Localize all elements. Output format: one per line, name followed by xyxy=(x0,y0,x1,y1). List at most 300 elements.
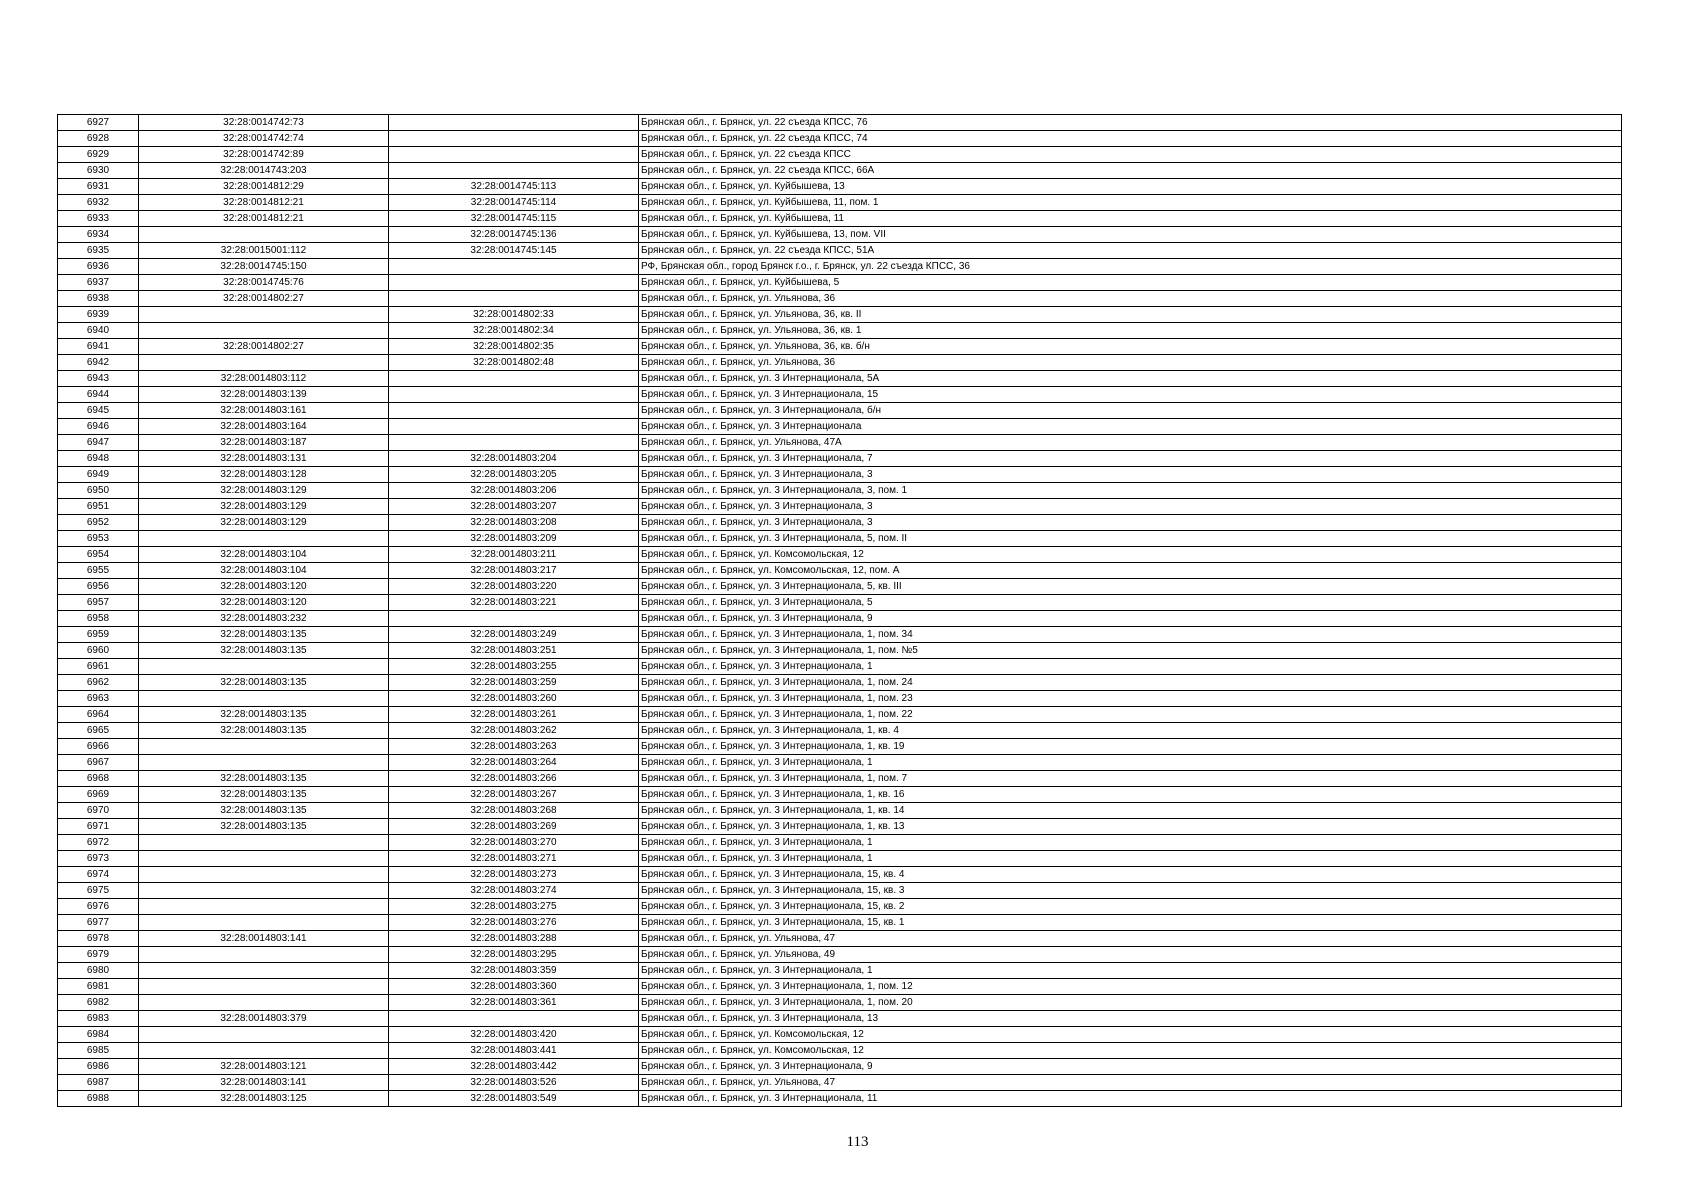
row-number-cell: 6961 xyxy=(58,659,139,675)
land-cadastral-number-cell xyxy=(139,947,389,963)
table-row xyxy=(58,851,1622,867)
row-number-cell: 6985 xyxy=(58,1043,139,1059)
row-number-cell: 6935 xyxy=(58,243,139,259)
row-number-cell: 6976 xyxy=(58,899,139,915)
address-cell: Брянская обл., г. Брянск, ул. 3 Интернационала, 1 xyxy=(639,755,1622,771)
land-cadastral-number-cell xyxy=(139,851,389,867)
row-number-cell: 6944 xyxy=(58,387,139,403)
address-cell: Брянская обл., г. Брянск, ул. Комсомольская, 12 xyxy=(639,1027,1622,1043)
building-cadastral-number-cell: 32:28:0014803:220 xyxy=(389,579,639,595)
table-row xyxy=(58,1091,1622,1107)
table-row xyxy=(58,915,1622,931)
building-cadastral-number-cell xyxy=(389,1011,639,1027)
address-cell: Брянская обл., г. Брянск, ул. Комсомольская, 12 xyxy=(639,1043,1622,1059)
table-row xyxy=(58,307,1622,323)
building-cadastral-number-cell: 32:28:0014802:35 xyxy=(389,339,639,355)
table-row xyxy=(58,1059,1622,1075)
address-cell: Брянская обл., г. Брянск, ул. 3 Интернационала, 15, кв. 3 xyxy=(639,883,1622,899)
building-cadastral-number-cell xyxy=(389,163,639,179)
table-row xyxy=(58,211,1622,227)
row-number-cell: 6965 xyxy=(58,723,139,739)
row-number-cell: 6931 xyxy=(58,179,139,195)
row-number-cell: 6939 xyxy=(58,307,139,323)
address-cell: Брянская обл., г. Брянск, ул. Ульянова, 36, кв. б/н xyxy=(639,339,1622,355)
table-row xyxy=(58,291,1622,307)
address-cell: Брянская обл., г. Брянск, ул. 3 Интернационала, б/н xyxy=(639,403,1622,419)
table-row xyxy=(58,931,1622,947)
table-row xyxy=(58,627,1622,643)
land-cadastral-number-cell xyxy=(139,355,389,371)
land-cadastral-number-cell: 32:28:0014802:27 xyxy=(139,339,389,355)
address-cell: Брянская обл., г. Брянск, ул. 3 Интернационала, 7 xyxy=(639,451,1622,467)
building-cadastral-number-cell xyxy=(389,147,639,163)
address-cell: Брянская обл., г. Брянск, ул. Комсомольская, 12, пом. А xyxy=(639,563,1622,579)
row-number-cell: 6963 xyxy=(58,691,139,707)
address-cell: Брянская обл., г. Брянск, ул. 3 Интернационала, 1, пом. 12 xyxy=(639,979,1622,995)
address-cell: Брянская обл., г. Брянск, ул. 3 Интернационала, 1, кв. 16 xyxy=(639,787,1622,803)
land-cadastral-number-cell: 32:28:0014803:135 xyxy=(139,803,389,819)
building-cadastral-number-cell xyxy=(389,131,639,147)
address-cell: Брянская обл., г. Брянск, ул. Куйбышева, 13 xyxy=(639,179,1622,195)
land-cadastral-number-cell xyxy=(139,531,389,547)
building-cadastral-number-cell xyxy=(389,435,639,451)
address-cell: Брянская обл., г. Брянск, ул. 3 Интернационала, 15, кв. 2 xyxy=(639,899,1622,915)
row-number-cell: 6956 xyxy=(58,579,139,595)
address-cell: Брянская обл., г. Брянск, ул. Ульянова, 47А xyxy=(639,435,1622,451)
building-cadastral-number-cell: 32:28:0014803:251 xyxy=(389,643,639,659)
address-cell: Брянская обл., г. Брянск, ул. Куйбышева, 13, пом. VII xyxy=(639,227,1622,243)
building-cadastral-number-cell: 32:28:0014803:221 xyxy=(389,595,639,611)
address-cell: Брянская обл., г. Брянск, ул. 22 съезда КПСС, 76 xyxy=(639,115,1622,131)
row-number-cell: 6972 xyxy=(58,835,139,851)
land-cadastral-number-cell: 32:28:0014742:73 xyxy=(139,115,389,131)
building-cadastral-number-cell: 32:28:0014803:270 xyxy=(389,835,639,851)
row-number-cell: 6974 xyxy=(58,867,139,883)
building-cadastral-number-cell: 32:28:0014803:274 xyxy=(389,883,639,899)
table-row xyxy=(58,499,1622,515)
table-row xyxy=(58,339,1622,355)
address-cell: Брянская обл., г. Брянск, ул. Ульянова, 47 xyxy=(639,931,1622,947)
land-cadastral-number-cell xyxy=(139,867,389,883)
building-cadastral-number-cell: 32:28:0014803:217 xyxy=(389,563,639,579)
building-cadastral-number-cell: 32:28:0014803:255 xyxy=(389,659,639,675)
building-cadastral-number-cell: 32:28:0014803:204 xyxy=(389,451,639,467)
land-cadastral-number-cell: 32:28:0014742:89 xyxy=(139,147,389,163)
building-cadastral-number-cell xyxy=(389,291,639,307)
registry-table-body xyxy=(58,115,1622,1107)
table-row xyxy=(58,195,1622,211)
building-cadastral-number-cell: 32:28:0014803:211 xyxy=(389,547,639,563)
building-cadastral-number-cell: 32:28:0014803:207 xyxy=(389,499,639,515)
address-cell: Брянская обл., г. Брянск, ул. 3 Интернационала, 1 xyxy=(639,851,1622,867)
land-cadastral-number-cell xyxy=(139,899,389,915)
building-cadastral-number-cell: 32:28:0014803:260 xyxy=(389,691,639,707)
land-cadastral-number-cell xyxy=(139,1043,389,1059)
table-row xyxy=(58,947,1622,963)
table-row xyxy=(58,547,1622,563)
land-cadastral-number-cell: 32:28:0014803:135 xyxy=(139,643,389,659)
row-number-cell: 6987 xyxy=(58,1075,139,1091)
table-row xyxy=(58,147,1622,163)
table-row xyxy=(58,387,1622,403)
table-row xyxy=(58,563,1622,579)
land-cadastral-number-cell: 32:28:0014803:161 xyxy=(139,403,389,419)
table-row xyxy=(58,515,1622,531)
land-cadastral-number-cell: 32:28:0014803:125 xyxy=(139,1091,389,1107)
row-number-cell: 6940 xyxy=(58,323,139,339)
land-cadastral-number-cell xyxy=(139,659,389,675)
address-cell: Брянская обл., г. Брянск, ул. 3 Интернационала xyxy=(639,419,1622,435)
building-cadastral-number-cell xyxy=(389,419,639,435)
building-cadastral-number-cell: 32:28:0014803:208 xyxy=(389,515,639,531)
land-cadastral-number-cell: 32:28:0014803:129 xyxy=(139,483,389,499)
building-cadastral-number-cell: 32:28:0014803:361 xyxy=(389,995,639,1011)
table-row xyxy=(58,883,1622,899)
address-cell: Брянская обл., г. Брянск, ул. 3 Интернационала, 5, пом. II xyxy=(639,531,1622,547)
table-row xyxy=(58,835,1622,851)
row-number-cell: 6978 xyxy=(58,931,139,947)
table-row xyxy=(58,691,1622,707)
document-sheet xyxy=(57,114,1621,1107)
row-number-cell: 6973 xyxy=(58,851,139,867)
building-cadastral-number-cell: 32:28:0014803:205 xyxy=(389,467,639,483)
table-row xyxy=(58,355,1622,371)
land-cadastral-number-cell: 32:28:0014803:120 xyxy=(139,595,389,611)
building-cadastral-number-cell: 32:28:0014803:266 xyxy=(389,771,639,787)
address-cell: Брянская обл., г. Брянск, ул. 3 Интернационала, 9 xyxy=(639,1059,1622,1075)
address-cell: РФ, Брянская обл., город Брянск г.о., г. Брянск, ул. 22 съезда КПСС, 36 xyxy=(639,259,1622,275)
row-number-cell: 6953 xyxy=(58,531,139,547)
land-cadastral-number-cell: 32:28:0014803:141 xyxy=(139,931,389,947)
land-cadastral-number-cell: 32:28:0014803:139 xyxy=(139,387,389,403)
row-number-cell: 6957 xyxy=(58,595,139,611)
table-row xyxy=(58,675,1622,691)
table-row xyxy=(58,131,1622,147)
page-number: 113 xyxy=(846,1134,869,1150)
table-row xyxy=(58,371,1622,387)
land-cadastral-number-cell: 32:28:0014802:27 xyxy=(139,291,389,307)
row-number-cell: 6955 xyxy=(58,563,139,579)
address-cell: Брянская обл., г. Брянск, ул. 3 Интернационала, 1 xyxy=(639,963,1622,979)
building-cadastral-number-cell: 32:28:0014803:420 xyxy=(389,1027,639,1043)
row-number-cell: 6962 xyxy=(58,675,139,691)
land-cadastral-number-cell: 32:28:0014803:187 xyxy=(139,435,389,451)
table-row xyxy=(58,179,1622,195)
land-cadastral-number-cell: 32:28:0014803:135 xyxy=(139,627,389,643)
land-cadastral-number-cell xyxy=(139,979,389,995)
address-cell: Брянская обл., г. Брянск, ул. 3 Интернационала, 1, пом. №5 xyxy=(639,643,1622,659)
table-row xyxy=(58,643,1622,659)
row-number-cell: 6936 xyxy=(58,259,139,275)
address-cell: Брянская обл., г. Брянск, ул. 3 Интернационала, 3 xyxy=(639,467,1622,483)
address-cell: Брянская обл., г. Брянск, ул. 3 Интернационала, 1, пом. 22 xyxy=(639,707,1622,723)
address-cell: Брянская обл., г. Брянск, ул. 3 Интернационала, 15 xyxy=(639,387,1622,403)
table-row xyxy=(58,867,1622,883)
address-cell: Брянская обл., г. Брянск, ул. 3 Интернационала, 1 xyxy=(639,659,1622,675)
address-cell: Брянская обл., г. Брянск, ул. 3 Интернационала, 1, кв. 4 xyxy=(639,723,1622,739)
row-number-cell: 6948 xyxy=(58,451,139,467)
building-cadastral-number-cell: 32:28:0014803:261 xyxy=(389,707,639,723)
land-cadastral-number-cell: 32:28:0014812:21 xyxy=(139,211,389,227)
table-row xyxy=(58,403,1622,419)
address-cell: Брянская обл., г. Брянск, ул. 3 Интернационала, 5 xyxy=(639,595,1622,611)
land-cadastral-number-cell xyxy=(139,995,389,1011)
building-cadastral-number-cell: 32:28:0014803:275 xyxy=(389,899,639,915)
land-cadastral-number-cell xyxy=(139,755,389,771)
row-number-cell: 6979 xyxy=(58,947,139,963)
land-cadastral-number-cell: 32:28:0014803:112 xyxy=(139,371,389,387)
row-number-cell: 6981 xyxy=(58,979,139,995)
row-number-cell: 6966 xyxy=(58,739,139,755)
land-cadastral-number-cell xyxy=(139,323,389,339)
table-row xyxy=(58,755,1622,771)
row-number-cell: 6932 xyxy=(58,195,139,211)
address-cell: Брянская обл., г. Брянск, ул. 22 съезда КПСС xyxy=(639,147,1622,163)
land-cadastral-number-cell: 32:28:0014812:21 xyxy=(139,195,389,211)
table-row xyxy=(58,899,1622,915)
table-row xyxy=(58,259,1622,275)
table-row xyxy=(58,739,1622,755)
row-number-cell: 6983 xyxy=(58,1011,139,1027)
table-row xyxy=(58,1075,1622,1091)
row-number-cell: 6970 xyxy=(58,803,139,819)
address-cell: Брянская обл., г. Брянск, ул. Ульянова, 49 xyxy=(639,947,1622,963)
building-cadastral-number-cell: 32:28:0014803:249 xyxy=(389,627,639,643)
table-row xyxy=(58,979,1622,995)
land-cadastral-number-cell: 32:28:0014803:129 xyxy=(139,515,389,531)
table-row xyxy=(58,579,1622,595)
table-row xyxy=(58,483,1622,499)
building-cadastral-number-cell: 32:28:0014802:34 xyxy=(389,323,639,339)
table-row xyxy=(58,723,1622,739)
row-number-cell: 6968 xyxy=(58,771,139,787)
building-cadastral-number-cell xyxy=(389,275,639,291)
row-number-cell: 6934 xyxy=(58,227,139,243)
row-number-cell: 6928 xyxy=(58,131,139,147)
table-row xyxy=(58,451,1622,467)
land-cadastral-number-cell: 32:28:0014803:135 xyxy=(139,675,389,691)
table-row xyxy=(58,659,1622,675)
building-cadastral-number-cell: 32:28:0014745:114 xyxy=(389,195,639,211)
address-cell: Брянская обл., г. Брянск, ул. Куйбышева, 11, пом. 1 xyxy=(639,195,1622,211)
land-cadastral-number-cell: 32:28:0014803:135 xyxy=(139,707,389,723)
building-cadastral-number-cell: 32:28:0014803:273 xyxy=(389,867,639,883)
building-cadastral-number-cell: 32:28:0014803:549 xyxy=(389,1091,639,1107)
building-cadastral-number-cell: 32:28:0014745:136 xyxy=(389,227,639,243)
row-number-cell: 6964 xyxy=(58,707,139,723)
building-cadastral-number-cell: 32:28:0014803:295 xyxy=(389,947,639,963)
row-number-cell: 6977 xyxy=(58,915,139,931)
table-row xyxy=(58,435,1622,451)
address-cell: Брянская обл., г. Брянск, ул. 3 Интернационала, 13 xyxy=(639,1011,1622,1027)
row-number-cell: 6980 xyxy=(58,963,139,979)
row-number-cell: 6943 xyxy=(58,371,139,387)
row-number-cell: 6986 xyxy=(58,1059,139,1075)
building-cadastral-number-cell: 32:28:0014745:115 xyxy=(389,211,639,227)
land-cadastral-number-cell: 32:28:0014745:76 xyxy=(139,275,389,291)
address-cell: Брянская обл., г. Брянск, ул. Ульянова, 36, кв. II xyxy=(639,307,1622,323)
building-cadastral-number-cell xyxy=(389,387,639,403)
building-cadastral-number-cell: 32:28:0014803:206 xyxy=(389,483,639,499)
building-cadastral-number-cell: 32:28:0014803:288 xyxy=(389,931,639,947)
row-number-cell: 6975 xyxy=(58,883,139,899)
building-cadastral-number-cell: 32:28:0014803:269 xyxy=(389,819,639,835)
land-cadastral-number-cell xyxy=(139,835,389,851)
table-row xyxy=(58,803,1622,819)
land-cadastral-number-cell: 32:28:0014803:121 xyxy=(139,1059,389,1075)
address-cell: Брянская обл., г. Брянск, ул. 3 Интернационала, 1, пом. 23 xyxy=(639,691,1622,707)
land-cadastral-number-cell: 32:28:0014803:135 xyxy=(139,819,389,835)
row-number-cell: 6958 xyxy=(58,611,139,627)
address-cell: Брянская обл., г. Брянск, ул. 22 съезда КПСС, 51А xyxy=(639,243,1622,259)
land-cadastral-number-cell: 32:28:0014803:135 xyxy=(139,771,389,787)
property-registry-table xyxy=(57,114,1622,1107)
address-cell: Брянская обл., г. Брянск, ул. 3 Интернационала, 3, пом. 1 xyxy=(639,483,1622,499)
row-number-cell: 6927 xyxy=(58,115,139,131)
table-row xyxy=(58,771,1622,787)
building-cadastral-number-cell: 32:28:0014802:33 xyxy=(389,307,639,323)
building-cadastral-number-cell: 32:28:0014803:264 xyxy=(389,755,639,771)
land-cadastral-number-cell xyxy=(139,307,389,323)
row-number-cell: 6959 xyxy=(58,627,139,643)
table-row xyxy=(58,243,1622,259)
address-cell: Брянская обл., г. Брянск, ул. 3 Интернационала, 1, пом. 7 xyxy=(639,771,1622,787)
row-number-cell: 6937 xyxy=(58,275,139,291)
land-cadastral-number-cell: 32:28:0014803:135 xyxy=(139,723,389,739)
table-row xyxy=(58,1027,1622,1043)
table-row xyxy=(58,227,1622,243)
row-number-cell: 6952 xyxy=(58,515,139,531)
land-cadastral-number-cell xyxy=(139,1027,389,1043)
land-cadastral-number-cell xyxy=(139,915,389,931)
building-cadastral-number-cell: 32:28:0014803:209 xyxy=(389,531,639,547)
table-row xyxy=(58,163,1622,179)
row-number-cell: 6982 xyxy=(58,995,139,1011)
building-cadastral-number-cell xyxy=(389,611,639,627)
row-number-cell: 6969 xyxy=(58,787,139,803)
building-cadastral-number-cell xyxy=(389,403,639,419)
land-cadastral-number-cell: 32:28:0014803:104 xyxy=(139,563,389,579)
building-cadastral-number-cell: 32:28:0014803:259 xyxy=(389,675,639,691)
building-cadastral-number-cell xyxy=(389,371,639,387)
row-number-cell: 6947 xyxy=(58,435,139,451)
row-number-cell: 6946 xyxy=(58,419,139,435)
land-cadastral-number-cell: 32:28:0014745:150 xyxy=(139,259,389,275)
table-row xyxy=(58,467,1622,483)
row-number-cell: 6967 xyxy=(58,755,139,771)
land-cadastral-number-cell xyxy=(139,963,389,979)
building-cadastral-number-cell xyxy=(389,115,639,131)
building-cadastral-number-cell: 32:28:0014803:268 xyxy=(389,803,639,819)
building-cadastral-number-cell xyxy=(389,259,639,275)
address-cell: Брянская обл., г. Брянск, ул. 3 Интернационала, 5А xyxy=(639,371,1622,387)
row-number-cell: 6930 xyxy=(58,163,139,179)
address-cell: Брянская обл., г. Брянск, ул. 3 Интернационала, 1, пом. 20 xyxy=(639,995,1622,1011)
table-row xyxy=(58,707,1622,723)
building-cadastral-number-cell: 32:28:0014745:113 xyxy=(389,179,639,195)
land-cadastral-number-cell: 32:28:0015001:112 xyxy=(139,243,389,259)
address-cell: Брянская обл., г. Брянск, ул. Ульянова, 36, кв. 1 xyxy=(639,323,1622,339)
table-row xyxy=(58,275,1622,291)
land-cadastral-number-cell xyxy=(139,691,389,707)
row-number-cell: 6929 xyxy=(58,147,139,163)
land-cadastral-number-cell: 32:28:0014803:164 xyxy=(139,419,389,435)
building-cadastral-number-cell: 32:28:0014803:359 xyxy=(389,963,639,979)
address-cell: Брянская обл., г. Брянск, ул. Комсомольская, 12 xyxy=(639,547,1622,563)
land-cadastral-number-cell xyxy=(139,227,389,243)
address-cell: Брянская обл., г. Брянск, ул. 3 Интернационала, 3 xyxy=(639,515,1622,531)
row-number-cell: 6942 xyxy=(58,355,139,371)
address-cell: Брянская обл., г. Брянск, ул. 3 Интернационала, 1, кв. 13 xyxy=(639,819,1622,835)
address-cell: Брянская обл., г. Брянск, ул. 22 съезда КПСС, 74 xyxy=(639,131,1622,147)
building-cadastral-number-cell: 32:28:0014802:48 xyxy=(389,355,639,371)
building-cadastral-number-cell: 32:28:0014803:271 xyxy=(389,851,639,867)
building-cadastral-number-cell: 32:28:0014803:442 xyxy=(389,1059,639,1075)
row-number-cell: 6950 xyxy=(58,483,139,499)
building-cadastral-number-cell: 32:28:0014803:267 xyxy=(389,787,639,803)
building-cadastral-number-cell: 32:28:0014803:441 xyxy=(389,1043,639,1059)
row-number-cell: 6988 xyxy=(58,1091,139,1107)
land-cadastral-number-cell xyxy=(139,883,389,899)
row-number-cell: 6941 xyxy=(58,339,139,355)
address-cell: Брянская обл., г. Брянск, ул. 3 Интернационала, 9 xyxy=(639,611,1622,627)
land-cadastral-number-cell: 32:28:0014803:131 xyxy=(139,451,389,467)
land-cadastral-number-cell: 32:28:0014812:29 xyxy=(139,179,389,195)
table-row xyxy=(58,419,1622,435)
building-cadastral-number-cell: 32:28:0014803:262 xyxy=(389,723,639,739)
address-cell: Брянская обл., г. Брянск, ул. 3 Интернационала, 1, пом. 24 xyxy=(639,675,1622,691)
land-cadastral-number-cell: 32:28:0014803:232 xyxy=(139,611,389,627)
row-number-cell: 6949 xyxy=(58,467,139,483)
land-cadastral-number-cell: 32:28:0014803:379 xyxy=(139,1011,389,1027)
table-row xyxy=(58,787,1622,803)
address-cell: Брянская обл., г. Брянск, ул. 3 Интернационала, 15, кв. 4 xyxy=(639,867,1622,883)
address-cell: Брянская обл., г. Брянск, ул. 22 съезда КПСС, 66А xyxy=(639,163,1622,179)
address-cell: Брянская обл., г. Брянск, ул. 3 Интернационала, 3 xyxy=(639,499,1622,515)
land-cadastral-number-cell: 32:28:0014803:104 xyxy=(139,547,389,563)
address-cell: Брянская обл., г. Брянск, ул. 3 Интернационала, 1, кв. 19 xyxy=(639,739,1622,755)
address-cell: Брянская обл., г. Брянск, ул. Куйбышева, 11 xyxy=(639,211,1622,227)
land-cadastral-number-cell: 32:28:0014743:203 xyxy=(139,163,389,179)
row-number-cell: 6938 xyxy=(58,291,139,307)
row-number-cell: 6945 xyxy=(58,403,139,419)
address-cell: Брянская обл., г. Брянск, ул. 3 Интернационала, 5, кв. III xyxy=(639,579,1622,595)
land-cadastral-number-cell: 32:28:0014803:120 xyxy=(139,579,389,595)
land-cadastral-number-cell: 32:28:0014742:74 xyxy=(139,131,389,147)
row-number-cell: 6960 xyxy=(58,643,139,659)
building-cadastral-number-cell: 32:28:0014803:360 xyxy=(389,979,639,995)
row-number-cell: 6951 xyxy=(58,499,139,515)
address-cell: Брянская обл., г. Брянск, ул. 3 Интернационала, 1, пом. 34 xyxy=(639,627,1622,643)
table-row xyxy=(58,995,1622,1011)
address-cell: Брянская обл., г. Брянск, ул. Куйбышева, 5 xyxy=(639,275,1622,291)
land-cadastral-number-cell: 32:28:0014803:128 xyxy=(139,467,389,483)
table-row xyxy=(58,595,1622,611)
land-cadastral-number-cell: 32:28:0014803:135 xyxy=(139,787,389,803)
table-row xyxy=(58,115,1622,131)
row-number-cell: 6984 xyxy=(58,1027,139,1043)
table-row xyxy=(58,531,1622,547)
row-number-cell: 6971 xyxy=(58,819,139,835)
row-number-cell: 6954 xyxy=(58,547,139,563)
building-cadastral-number-cell: 32:28:0014803:276 xyxy=(389,915,639,931)
address-cell: Брянская обл., г. Брянск, ул. Ульянова, 36 xyxy=(639,355,1622,371)
table-row xyxy=(58,611,1622,627)
row-number-cell: 6933 xyxy=(58,211,139,227)
land-cadastral-number-cell: 32:28:0014803:129 xyxy=(139,499,389,515)
building-cadastral-number-cell: 32:28:0014803:526 xyxy=(389,1075,639,1091)
building-cadastral-number-cell: 32:28:0014745:145 xyxy=(389,243,639,259)
